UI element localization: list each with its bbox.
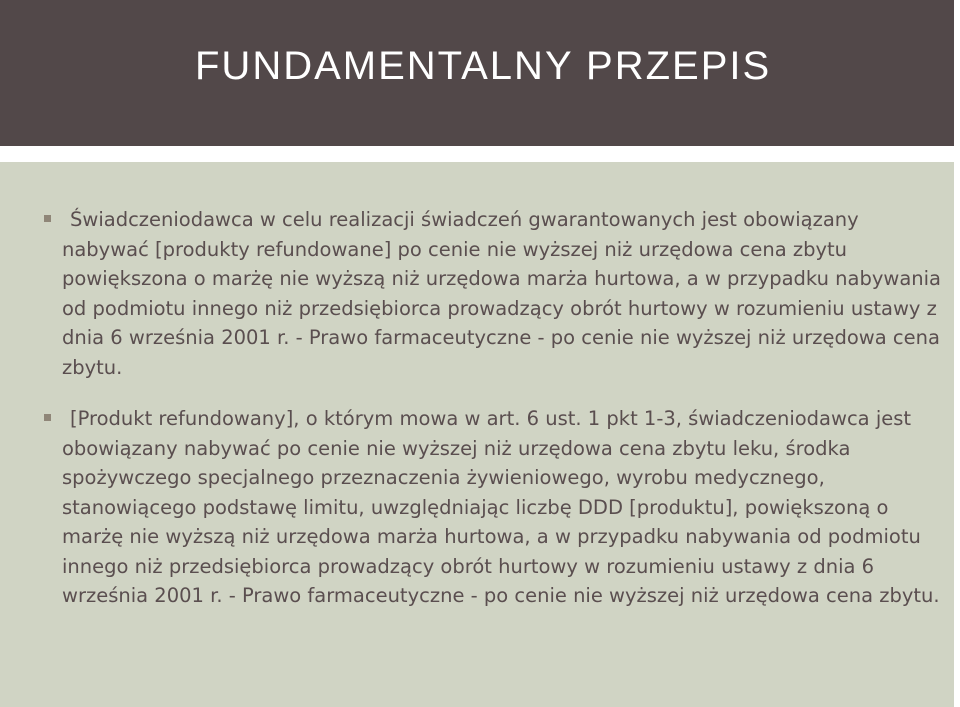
square-bullet-icon (44, 414, 51, 421)
bullet-list (62, 205, 942, 633)
title-bar (0, 0, 954, 146)
slide-title: FUNDAMENTALNY PRZEPIS (195, 44, 772, 88)
bullet-text: [Produkt refundowany], o którym mowa w art. 6 ust. 1 pkt 1-3, świadczeniodawca jest obowiązany nabywać po cenie nie wyższej niż urzędowa cena zbytu leku, środka spożywczego specjalnego przeznaczenia żywieniowego, wyrobu medycznego, stanowiącego podstawę limitu, uwzględniając liczbę DDD [produktu], powiększoną o marżę nie wyższą niż urzędowa marża hurtowa, a w przypadku nabywania od podmiotu innego niż przedsiębiorca prowadzący obrót hurtowy w rozumieniu ustawy z dnia 6 września 2001 r. - Prawo farmaceutyczne - po cenie nie wyższej niż urzędowa cena zbytu. (62, 407, 940, 607)
bullet-item (62, 404, 942, 611)
bullet-item (62, 205, 942, 382)
content-panel (0, 162, 954, 707)
square-bullet-icon (44, 215, 51, 222)
bullet-text: Świadczeniodawca w celu realizacji świadczeń gwarantowanych jest obowiązany nabywać [produkty refundowane] po cenie nie wyższej niż urzędowa cena zbytu powiększona o marżę nie wyższą niż urzędowa marża hurtowa, a w przypadku nabywania od podmiotu innego niż przedsiębiorca prowadzący obrót hurtowy w rozumieniu ustawy z dnia 6 września 2001 r. - Prawo farmaceutyczne - po cenie nie wyższej niż urzędowa cena zbytu. (62, 208, 942, 379)
